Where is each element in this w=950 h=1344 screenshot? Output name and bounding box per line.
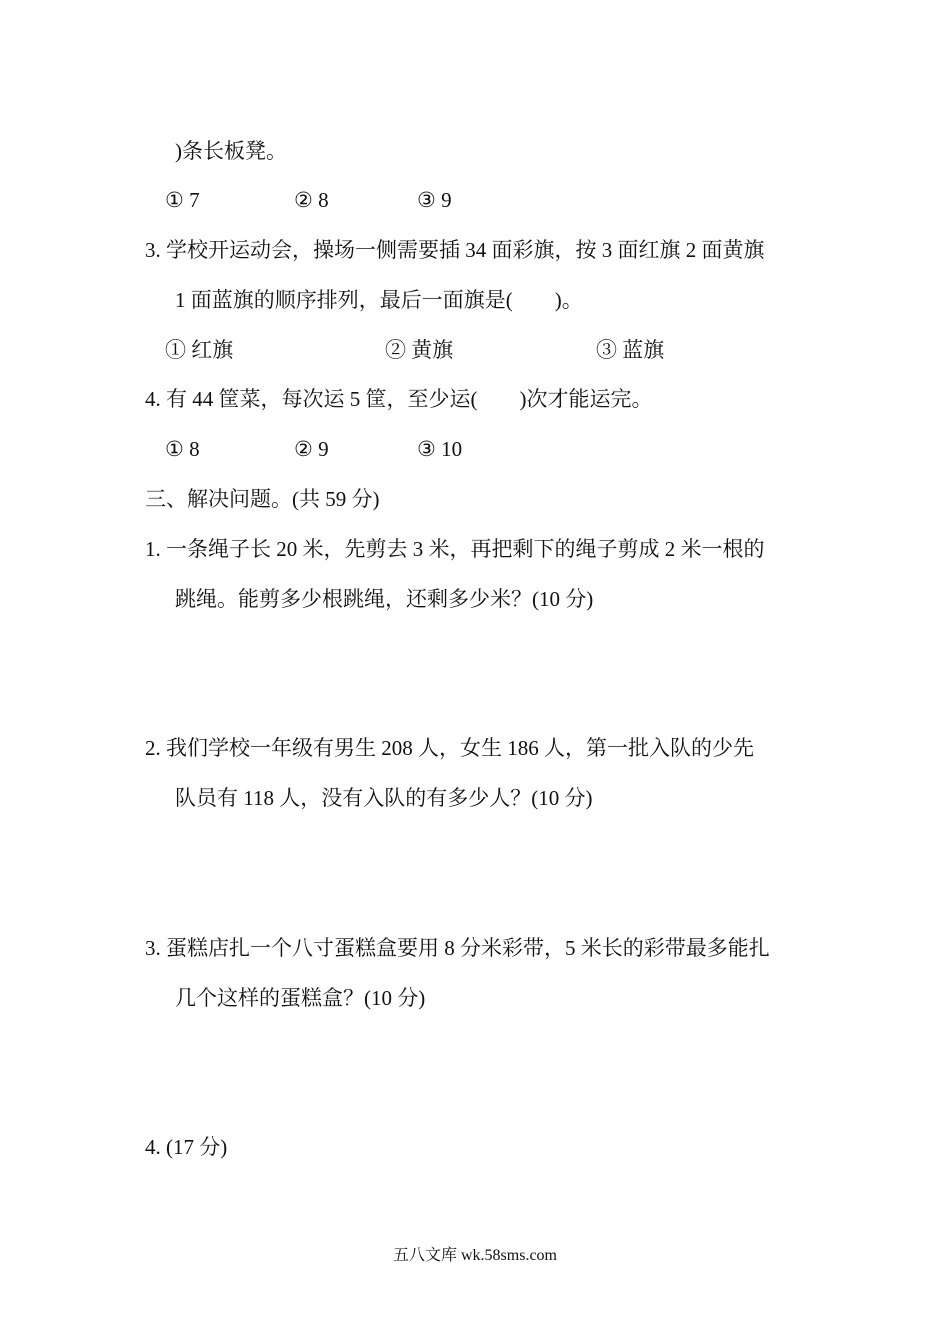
q4-text-line1: 4. 有 44 筐菜，每次运 5 筐，至少运( )次才能运完。: [145, 387, 653, 411]
problem-1-line2: 跳绳。能剪多少根跳绳，还剩多少米？(10 分): [175, 587, 594, 611]
problem-3-line2: 几个这样的蛋糕盒？(10 分): [175, 986, 426, 1010]
q3-option-1: ① 红旗: [165, 338, 234, 362]
q4-option-1: ① 8: [165, 437, 200, 461]
q3-text-line1: 3. 学校开运动会，操场一侧需要插 34 面彩旗，按 3 面红旗 2 面黄旗: [145, 238, 765, 262]
problem-1-line1: 1. 一条绳子长 20 米，先剪去 3 米，再把剩下的绳子剪成 2 米一根的: [145, 537, 765, 561]
q4-option-2: ② 9: [294, 437, 329, 461]
problem-2-line2: 队员有 118 人，没有入队的有多少人？(10 分): [175, 786, 593, 810]
q2-option-1: ① 7: [165, 188, 200, 212]
section-heading: 三、解决问题。(共 59 分): [145, 487, 380, 511]
q2-continuation-text: )条长板凳。: [175, 139, 287, 163]
q3-option-2: ② 黄旗: [385, 338, 454, 362]
q2-option-2: ② 8: [294, 188, 329, 212]
q4-option-3: ③ 10: [417, 437, 463, 461]
q3-text-line2: 1 面蓝旗的顺序排列，最后一面旗是( )。: [175, 288, 583, 312]
problem-2-line1: 2. 我们学校一年级有男生 208 人，女生 186 人，第一批入队的少先: [145, 736, 754, 760]
q3-option-3: ③ 蓝旗: [596, 338, 665, 362]
q2-option-3: ③ 9: [417, 188, 452, 212]
problem-4-line1: 4. (17 分): [145, 1135, 228, 1159]
problem-3-line1: 3. 蛋糕店扎一个八寸蛋糕盒要用 8 分米彩带，5 米长的彩带最多能扎: [145, 936, 770, 960]
footer-source: 五八文库 wk.58sms.com: [392, 1247, 557, 1264]
